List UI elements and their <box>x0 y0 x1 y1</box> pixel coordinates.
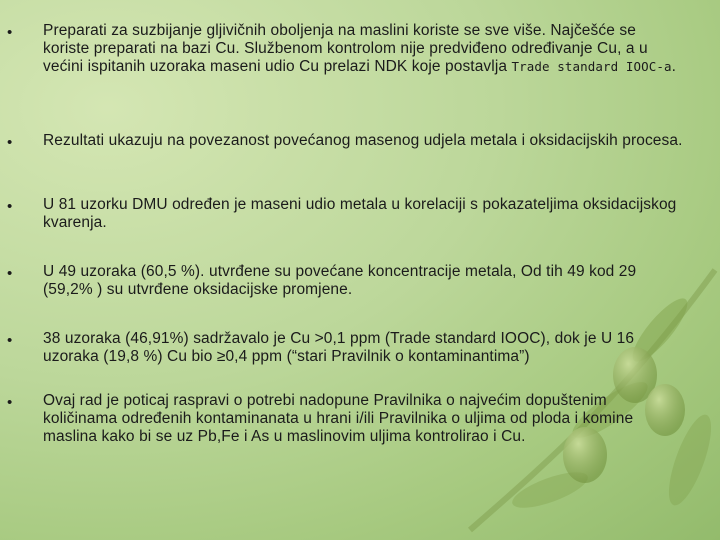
bullet-text: Preparati za suzbijanje gljivičnih oboljenja na maslini koriste se sve više. Najčešće se koriste preparati na bazi Cu. Službenom kontrolom nije predviđeno određivanje Cu, a u većini ispitanih uzoraka maseni udio Cu prelazi NDK koje postavlja Trade standard IOOC-a. <box>43 22 677 75</box>
bullet-marker: • <box>7 134 13 151</box>
bullet-text: Rezultati ukazuju na povezanost povećanog masenog udjela metala i oksidacijskih procesa. <box>43 132 683 149</box>
bullet-marker: • <box>7 265 13 282</box>
olive-branch-decoration <box>460 210 720 540</box>
bullet-marker: • <box>7 394 13 411</box>
bullet-text: 38 uzoraka (46,91%) sadržavalo je Cu >0,1 ppm (Trade standard IOOC), dok je U 16 uzoraka (19,8 %) Cu bio ≥0,4 ppm (“stari Pravilnik o kontaminantima”) <box>43 330 635 365</box>
bullet-text: Ovaj rad je poticaj raspravi o potrebi nadopune Pravilnika o najvećim dopuštenim količinama određenih kontaminanata u hrani i/ili Pravilnika o uljima od ploda i komine maslina kako bi se uz Pb,Fe i As u maslinovim uljima kontrolirao i Cu. <box>43 392 634 445</box>
bullet-text: U 49 uzoraka (60,5 %). utvrđene su povećane koncentracije metala, Od tih 49 kod 29 (59,2% ) su utvrđene oksidacijske promjene. <box>43 263 637 298</box>
bullet-marker: • <box>7 332 13 349</box>
bullet-marker: • <box>7 198 13 215</box>
bullet-text: U 81 uzorku DMU određen je maseni udio metala u korelaciji s pokazateljima oksidacijskog kvarenja. <box>43 196 677 231</box>
bullet-marker: • <box>7 24 13 41</box>
